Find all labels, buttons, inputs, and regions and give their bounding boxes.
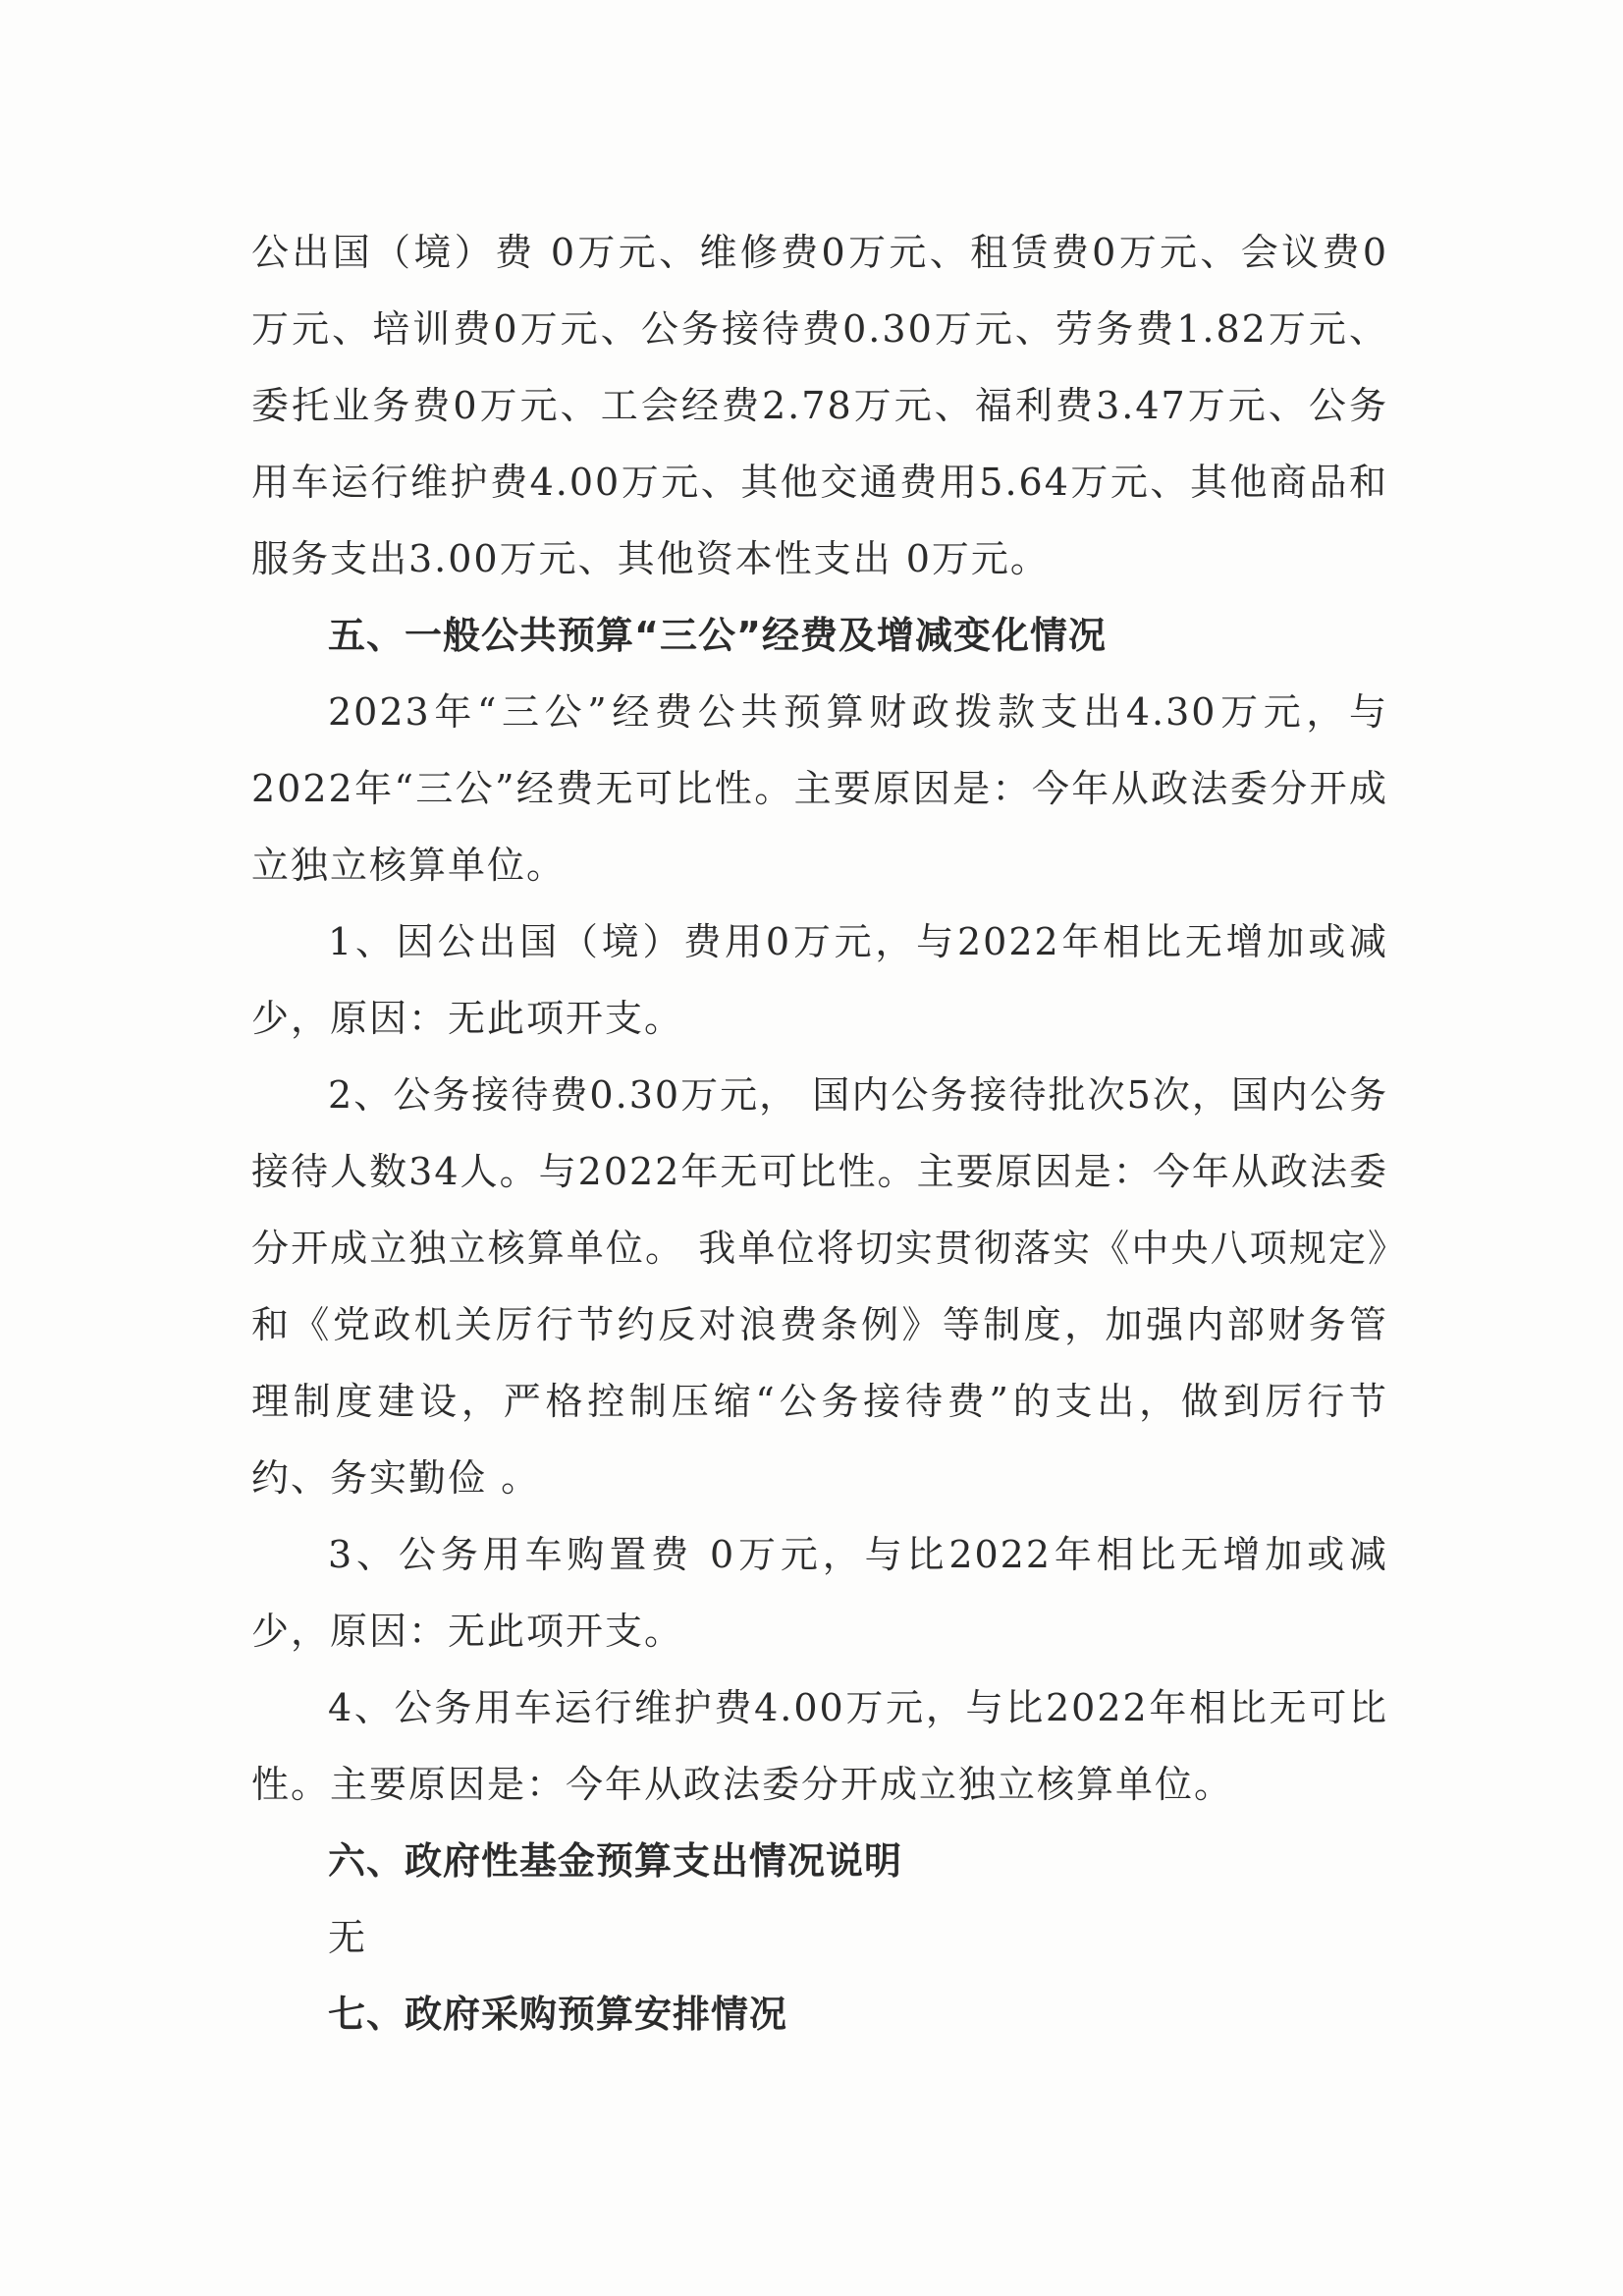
overseas-travel-paragraph: 1、因公出国（境）费用0万元，与2022年相比无增加或减少，原因：无此项开支。 xyxy=(251,920,1388,1040)
section-heading-seven: 七、政府采购预算安排情况 xyxy=(328,1993,788,2036)
section-heading-six: 六、政府性基金预算支出情况说明 xyxy=(328,1839,903,1883)
document-body xyxy=(251,214,1388,2052)
vehicle-maintenance-paragraph: 4、公务用车运行维护费4.00万元，与比2022年相比无可比性。主要原因是：今年从政法委分开成立独立核算单位。 xyxy=(251,1686,1388,1806)
vehicle-purchase-paragraph: 3、公务用车购置费 0万元，与比2022年相比无增加或减少，原因：无此项开支。 xyxy=(251,1533,1388,1653)
fund-budget-none-text: 无 xyxy=(328,1916,368,1959)
three-public-summary-paragraph: 2023年“三公”经费公共预算财政拨款支出4.30万元，与2022年“三公”经费无可比性。主要原因是：今年从政法委分开成立独立核算单位。 xyxy=(251,690,1388,887)
reception-expense-paragraph: 2、公务接待费0.30万元， 国内公务接待批次5次，国内公务接待人数34人。与2022年无可比性。主要原因是：今年从政法委分开成立独立核算单位。 我单位将切实贯彻落实《中央八项规定》和《党政机关厉行节约反对浪费条例》等制度，加强内部财务管理制度建设，严格控制压缩“公务接待费”的支出，做到厉行节约、务实勤俭 。 xyxy=(251,1073,1388,1500)
section-heading-five: 五、一般公共预算“三公”经费及增减变化情况 xyxy=(328,614,1107,657)
expense-list-paragraph: 公出国（境）费 0万元、维修费0万元、租赁费0万元、会议费0万元、培训费0万元、公务接待费0.30万元、劳务费1.82万元、委托业务费0万元、工会经费2.78万元、福利费3.47万元、公务用车运行维护费4.00万元、其他交通费用5.64万元、其他商品和服务支出3.00万元、其他资本性支出 0万元。 xyxy=(251,231,1388,580)
